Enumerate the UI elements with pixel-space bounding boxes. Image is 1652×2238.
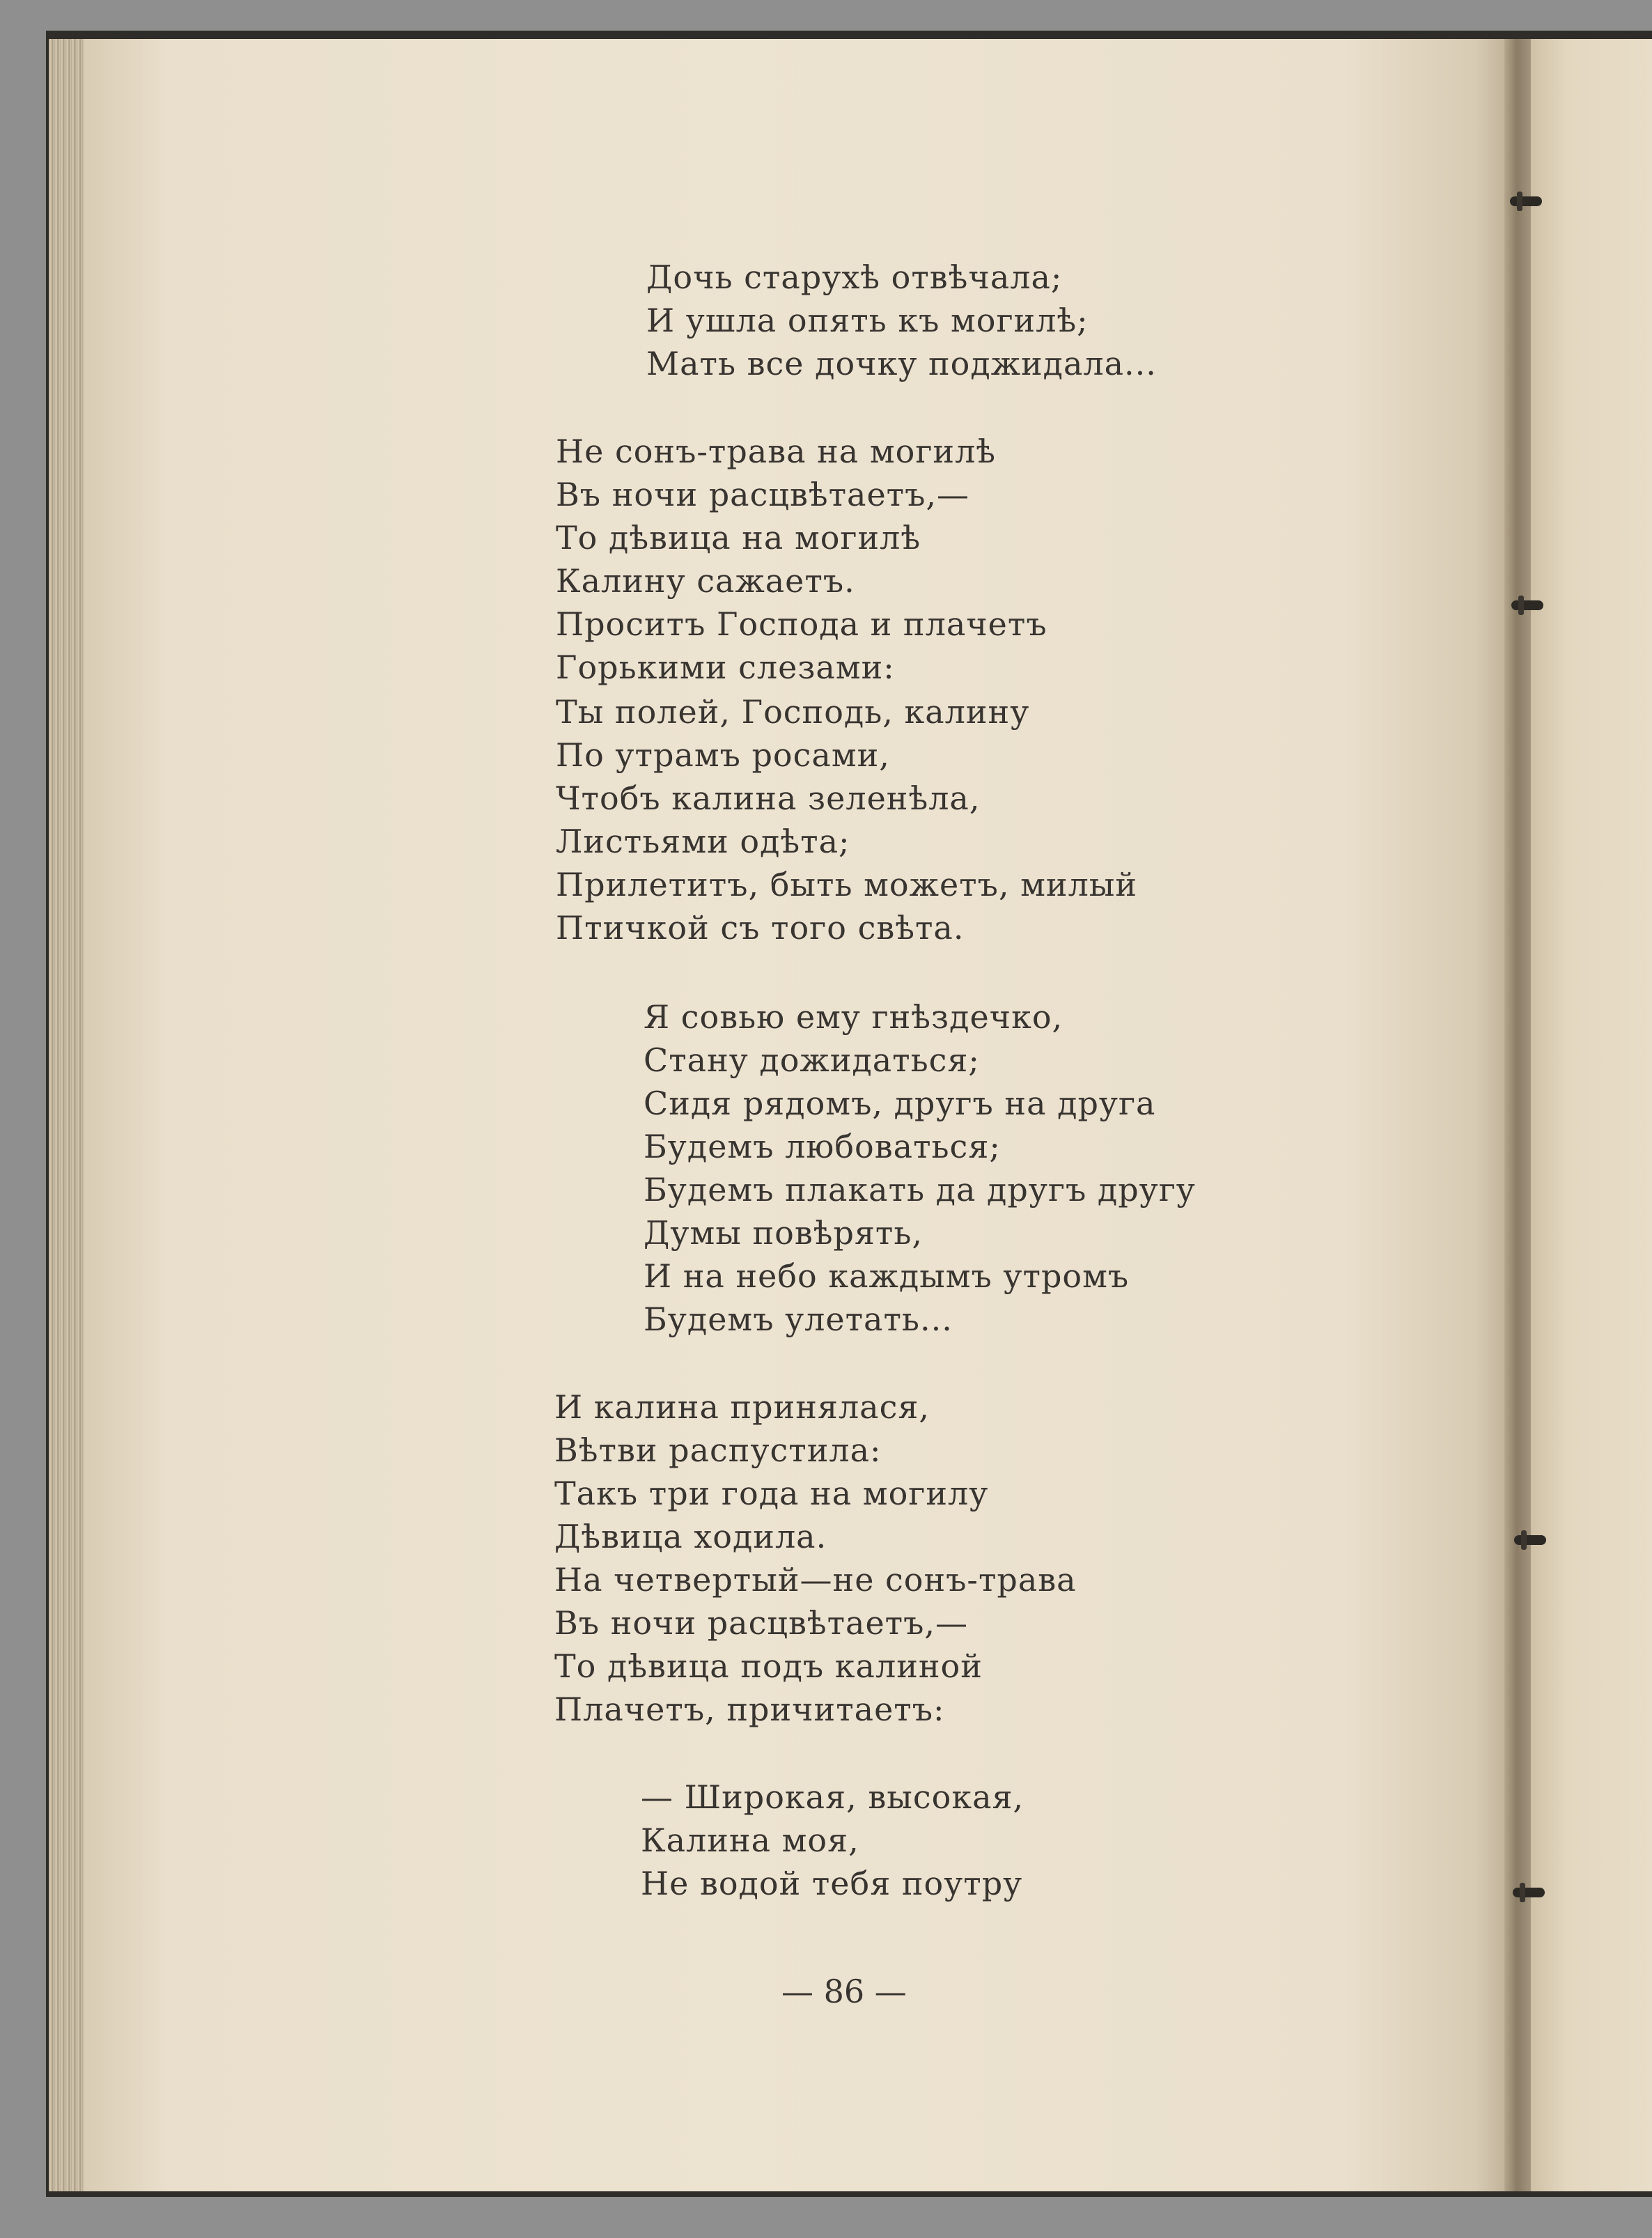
verse-line: И калина принялася, <box>554 1388 930 1426</box>
verse-line: Такъ три года на могилу <box>554 1475 989 1512</box>
verse-line: Въ ночи расцвѣтаетъ,— <box>554 1604 969 1642</box>
verse-line: Калина моя, <box>641 1821 859 1859</box>
verse-line: Проситъ Господа и плачетъ <box>556 605 1047 643</box>
verse-line: Калину сажаетъ. <box>556 562 855 600</box>
verse-line: Не водой тебя поутру <box>641 1865 1023 1902</box>
verse-line: Прилетитъ, быть можетъ, милый <box>556 866 1138 903</box>
verse-line: И ушла опять къ могилѣ; <box>646 302 1089 339</box>
verse-line: Дѣвица ходила. <box>554 1518 827 1555</box>
verse-line: Вѣтви распустила: <box>554 1431 882 1469</box>
verse-line: — Широкая, высокая, <box>641 1778 1024 1816</box>
verse-line: Горькими слезами: <box>556 648 895 686</box>
verse-line: Дочь старухѣ отвѣчала; <box>646 258 1063 296</box>
verse-line: Въ ночи расцвѣтаетъ,— <box>556 476 970 513</box>
verse-line: Птичкой съ того свѣта. <box>556 909 965 947</box>
verse-line: Думы повѣрять, <box>644 1214 924 1252</box>
verse-line: Чтобъ калина зеленѣла, <box>556 779 981 817</box>
verse-line: По утрамъ росами, <box>556 736 890 774</box>
verse-line: Будемъ плакать да другъ другу <box>644 1171 1196 1209</box>
verse-line: Стану дожидаться; <box>644 1041 980 1079</box>
verse-line: Сидя рядомъ, другъ на друга <box>644 1085 1156 1122</box>
verse-line: То дѣвица подъ калиной <box>554 1647 983 1685</box>
verse-line: Будемъ улетать... <box>644 1300 953 1338</box>
verse-line: На четвертый—не сонъ-трава <box>554 1561 1077 1599</box>
verse-line: Мать все дочку поджидала... <box>646 345 1157 382</box>
verse-line: Плачетъ, причитаетъ: <box>554 1691 945 1728</box>
verse-line: И на небо каждымъ утромъ <box>644 1257 1130 1295</box>
verse-line: Будемъ любоваться; <box>644 1128 1001 1165</box>
verse-line: Листьями одѣта; <box>556 823 850 860</box>
verse-line: Ты полей, Господь, калину <box>556 693 1030 731</box>
verse-line: Я совью ему гнѣздечко, <box>644 998 1063 1036</box>
verse-line: То дѣвица на могилѣ <box>556 519 921 557</box>
verse-line: Не сонъ-трава на могилѣ <box>556 433 997 470</box>
page-number: — 86 — <box>781 1973 907 2010</box>
